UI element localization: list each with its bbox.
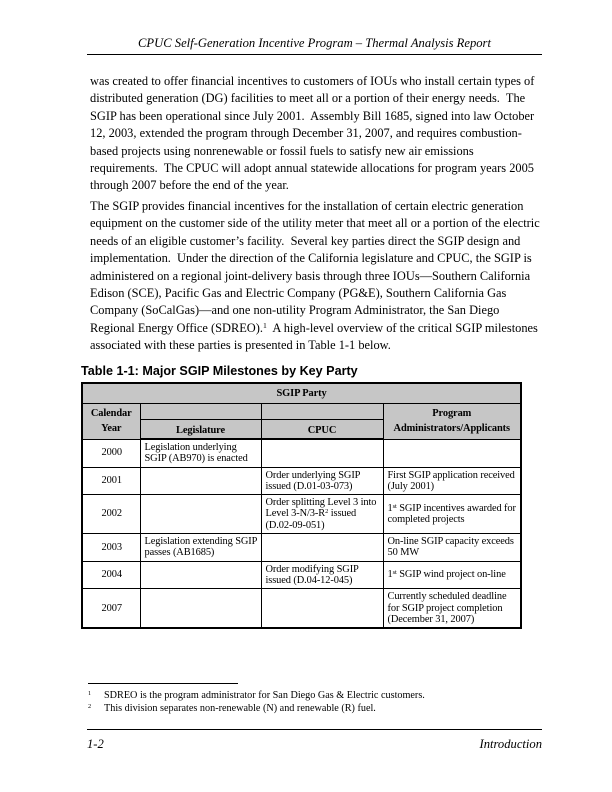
footer-page-number: 1-2 bbox=[87, 737, 104, 751]
footnote bbox=[88, 702, 542, 715]
footnote-marker: 1 bbox=[88, 689, 92, 697]
col-header-cpuc: CPUC bbox=[261, 420, 383, 440]
cell-year: 2002 bbox=[82, 495, 140, 534]
cell-year: 2007 bbox=[82, 589, 140, 628]
column-header-row-top bbox=[82, 404, 521, 420]
col-header-program: Program Administrators/Applicants bbox=[383, 404, 521, 440]
table-caption: Table 1-1: Major SGIP Milestones by Key Party bbox=[81, 364, 358, 378]
page-header-title: CPUC Self-Generation Incentive Program – Thermal Analysis Report bbox=[138, 36, 491, 50]
footnote-text: SDREO is the program administrator for San Diego Gas & Electric customers. bbox=[104, 690, 425, 701]
footnotes bbox=[88, 683, 542, 715]
cell-legislature bbox=[140, 495, 261, 534]
cell-legislature bbox=[140, 561, 261, 589]
footer-section-name: Introduction bbox=[479, 737, 542, 751]
cell-year: 2003 bbox=[82, 534, 140, 562]
paragraph-2: The SGIP provides financial incentives for the installation of certain electric generation equipment on the customer side of the utility meter that meet all or a portion of the electric needs of an eligible customer’s facility. Several key parties direct the SGIP design and implementation. Under the direction of the California legislature and CPUC, the SGIP is administered on a regional joint-delivery basis through three IOUs—Southern California Edison (SCE), Pacific Gas and Electric Company (PG&E), Southern California Gas Company (SoCalGas)—and one non-utility Program Administrator, the San Diego Regional Energy Office (SDREO).$^1$ A high-level overview of the critical SGIP milestones associated with these parties is presented in Table 1-1 below. bbox=[90, 199, 540, 353]
col-header-calendar-year: Calendar Year bbox=[82, 404, 140, 440]
cell-year: 2000 bbox=[82, 439, 140, 467]
milestones-table-header bbox=[82, 383, 521, 439]
cell-program: On-line SGIP capacity exceeds 50 MW bbox=[383, 534, 521, 562]
group-header-cell: SGIP Party bbox=[82, 383, 521, 404]
footnote bbox=[88, 689, 542, 702]
page-header bbox=[87, 36, 542, 55]
footnote-marker: 2 bbox=[88, 702, 92, 710]
paragraph-1: was created to offer financial incentives to customers of IOUs who install certain types of distributed generation (DG) facilities to meet all or a portion of their energy needs. The SGIP has been operational since July 2001. Assembly Bill 1685, signed into law October 12, 2003, extended the program through December 31, 2007, and requires combustion-based projects using nonrenewable or fossil fuels to satisfy new air emissions requirements. The CPUC will adopt annual statewide allocations for program years 2005 through 2007 before the end of the year. bbox=[90, 74, 535, 193]
col-header-spacer-cpuc bbox=[261, 404, 383, 420]
cell-cpuc bbox=[261, 534, 383, 562]
cell-cpuc: Order underlying SGIP issued (D.01-03-073) bbox=[261, 467, 383, 495]
page-footer bbox=[87, 729, 542, 752]
cell-program bbox=[383, 439, 521, 467]
cell-program: 1st SGIP wind project on-line bbox=[383, 561, 521, 589]
cell-legislature bbox=[140, 589, 261, 628]
cell-year: 2004 bbox=[82, 561, 140, 589]
cell-legislature: Legislation extending SGIP passes (AB1685) bbox=[140, 534, 261, 562]
table-row bbox=[82, 534, 521, 562]
table-row bbox=[82, 589, 521, 628]
group-header-row bbox=[82, 383, 521, 404]
milestones-tbody bbox=[82, 439, 521, 628]
footnote-list bbox=[88, 689, 542, 715]
cell-program: Currently scheduled deadline for SGIP project completion (December 31, 2007) bbox=[383, 589, 521, 628]
cell-cpuc bbox=[261, 589, 383, 628]
col-header-spacer-legislature bbox=[140, 404, 261, 420]
footnote-text: This division separates non-renewable (N) and renewable (R) fuel. bbox=[104, 703, 376, 714]
table-row bbox=[82, 467, 521, 495]
table-row bbox=[82, 495, 521, 534]
cell-program: First SGIP application received (July 2001) bbox=[383, 467, 521, 495]
cell-year: 2001 bbox=[82, 467, 140, 495]
cell-cpuc: Order modifying SGIP issued (D.04-12-045) bbox=[261, 561, 383, 589]
cell-legislature: Legislation underlying SGIP (AB970) is enacted bbox=[140, 439, 261, 467]
cell-cpuc bbox=[261, 439, 383, 467]
cell-cpuc: Order splitting Level 3 into Level $3-N/3-R^2$ issued (D.02-09-051) bbox=[261, 495, 383, 534]
cell-program: 1st SGIP incentives awarded for completed projects bbox=[383, 495, 521, 534]
table-row bbox=[82, 561, 521, 589]
table-row bbox=[82, 439, 521, 467]
col-header-legislature: Legislature bbox=[140, 420, 261, 440]
milestones-table bbox=[81, 382, 522, 629]
footnote-separator bbox=[88, 683, 238, 684]
cell-legislature bbox=[140, 467, 261, 495]
